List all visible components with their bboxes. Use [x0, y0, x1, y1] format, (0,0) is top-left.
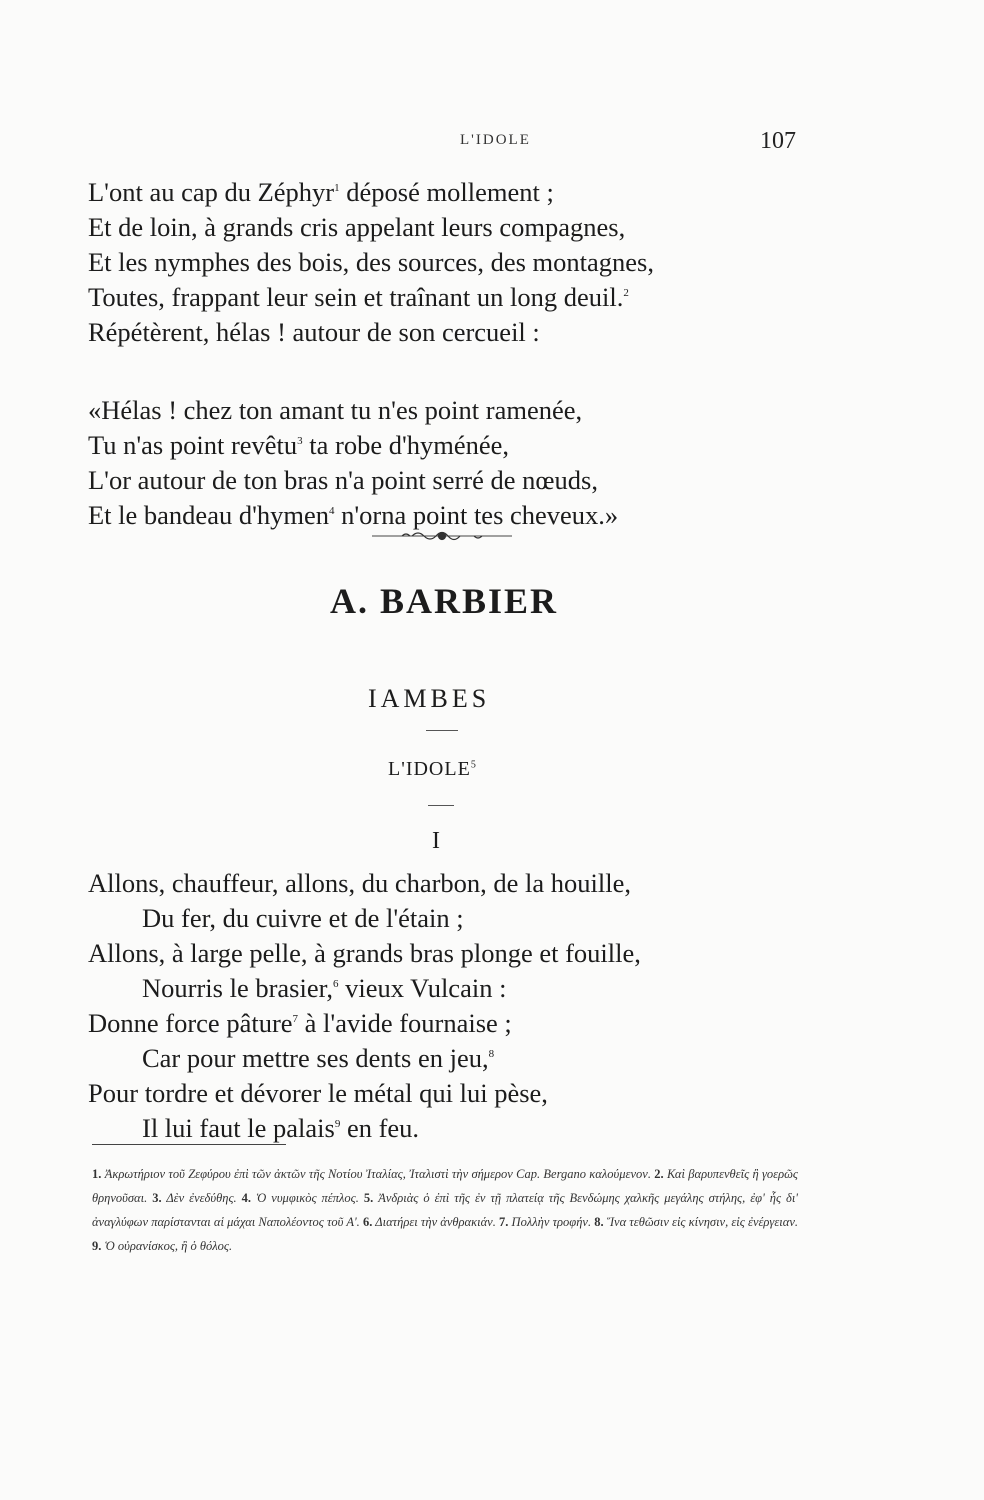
verse-text: «Hélas ! chez ton amant tu n'es point ramenée, [88, 395, 583, 425]
verse-line [88, 1076, 641, 1111]
verse-line [88, 393, 618, 428]
footnote-text: Ἀκρωτήριον τοῦ Ζεφύρου ἐπὶ τῶν ἀκτῶν τῆς Νοτίου Ἰταλίας, Ἰταλιστὶ τὴν σήμερον Cap. Bergano καλούμενον. [101, 1167, 655, 1181]
footnote-text: Δὲν ἐνεδύθης. [161, 1191, 242, 1205]
author-name: A. BARBIER [330, 581, 559, 621]
section-rule [428, 805, 454, 806]
verse-text: Du fer, du cuivre et de l'étain ; [142, 903, 464, 933]
footnote-ref: 5 [470, 759, 477, 771]
verse-line [88, 901, 641, 936]
verse-text-rest: en feu. [340, 1113, 420, 1143]
verse-text: Il lui faut le palais [142, 1113, 335, 1143]
footnote-ref: 7 [292, 1013, 299, 1026]
verse-text-rest: ta robe d'hyménée, [302, 430, 510, 460]
verse-text: Pour tordre et dévorer le métal qui lui pèse, [88, 1078, 548, 1108]
footnote-text: Πολλὴν τροφήν. [508, 1215, 595, 1229]
footnote-number: 6. [362, 1215, 373, 1229]
title-rule [426, 730, 458, 731]
verse-line [88, 210, 654, 245]
verse-text: Répétèrent, hélas ! autour de son cercueil : [88, 317, 540, 347]
footnote-rule [92, 1144, 286, 1145]
verse-text: Tu n'as point revêtu [88, 430, 298, 460]
verse-line [88, 1041, 641, 1076]
footnote-text: Ὁ οὐρανίσκος, ἢ ὁ θόλος. [101, 1239, 233, 1253]
verse-line [88, 315, 654, 350]
verse-line [88, 175, 654, 210]
verse-text: Nourris le brasier, [142, 973, 333, 1003]
verse-line [88, 463, 618, 498]
verse-line [88, 280, 654, 315]
verse-line [88, 936, 641, 971]
verse-line [88, 428, 618, 463]
verse-text: L'ont au cap du Zéphyr [88, 177, 335, 207]
verse-text-rest: à l'avide fournaise ; [298, 1008, 512, 1038]
footnote-ref: 4 [328, 505, 335, 518]
page-header [90, 128, 796, 164]
verse-line [88, 1006, 641, 1041]
footnote-ref: 2 [623, 287, 629, 300]
footnote-item [92, 1167, 654, 1181]
footnote-ref: 3 [297, 435, 303, 448]
verse-line [88, 498, 618, 533]
verse-text: L'or autour de ton bras n'a point serré de nœuds, [88, 465, 598, 495]
footnote-ref: 8 [488, 1048, 495, 1061]
poem-title-text: L'IDOLE [388, 758, 471, 780]
page-number: 107 [760, 128, 796, 154]
ornament-divider [372, 525, 512, 545]
footnote-text: Ἵνα τεθῶσιν εἰς κίνησιν, εἰς ἐνέργειαν. [603, 1215, 798, 1229]
stanza-1 [88, 175, 654, 350]
footnote-item [152, 1191, 241, 1205]
footnote-number: 9. [92, 1239, 102, 1253]
verse-text: Et de loin, à grands cris appelant leurs compagnes, [88, 212, 626, 242]
footnote-text: Καὶ βαρυπενθεῖς ἢ γοερῶς θρηνοῦσαι. [92, 1167, 798, 1205]
stanza-3 [88, 866, 641, 1146]
verse-text-rest: déposé mollement ; [339, 177, 554, 207]
verse-line [88, 866, 641, 901]
footnote-text: Ὁ νυμφικὸς πέπλος. [251, 1191, 364, 1205]
footnote-item [92, 1239, 232, 1253]
poem-title [388, 758, 477, 781]
footnote-item [242, 1191, 364, 1205]
footnote-item [499, 1215, 594, 1229]
verse-line [88, 245, 654, 280]
verse-text: Allons, chauffeur, allons, du charbon, de la houille, [88, 868, 632, 898]
verse-text: Allons, à large pelle, à grands bras plonge et fouille, [88, 938, 641, 968]
footnote-number: 8. [594, 1215, 604, 1229]
footnote-number: 4. [241, 1191, 252, 1205]
footnote-number: 1. [92, 1167, 102, 1181]
verse-text-rest: vieux Vulcain : [338, 973, 507, 1003]
footnote-number: 7. [499, 1215, 509, 1229]
footnote-item [594, 1215, 798, 1229]
running-title: L'IDOLE [460, 132, 531, 148]
verse-text: Et les nymphes des bois, des sources, des montagnes, [88, 247, 654, 277]
verse-text: Donne force pâture [88, 1008, 293, 1038]
stanza-2 [88, 393, 618, 533]
footnote-ref: 9 [334, 1118, 341, 1131]
verse-text-rest: n'orna point tes cheveux.» [334, 500, 619, 530]
verse-text: Toutes, frappant leur sein et traînant un long deuil. [88, 282, 624, 312]
footnotes [92, 1162, 798, 1258]
verse-line [88, 1111, 641, 1146]
verse-text: Car pour mettre ses dents en jeu, [142, 1043, 489, 1073]
footnote-text: Διατήρει τὴν ἀνθρακιάν. [372, 1215, 499, 1229]
collection-title: IAMBES [368, 684, 491, 713]
section-number: I [432, 828, 440, 854]
footnote-number: 5. [363, 1191, 374, 1205]
verse-line [88, 971, 641, 1006]
footnote-item [363, 1215, 499, 1229]
footnote-ref: 6 [333, 978, 339, 991]
footnote-text: Ἀνδριὰς ὁ ἐπὶ τῆς ἐν τῇ πλατείᾳ τῆς Βενδώμης χαλκῆς μεγάλης στήλης, ἐφ' ἧς δι' ἀναγλύφων παρίστανται αἱ μάχαι Ναπολέοντος τοῦ Α'. [92, 1191, 798, 1229]
verse-text: Et le bandeau d'hymen [88, 500, 329, 530]
footnote-number: 2. [654, 1167, 664, 1181]
footnote-ref: 1 [334, 182, 340, 195]
footnote-number: 3. [152, 1191, 162, 1205]
